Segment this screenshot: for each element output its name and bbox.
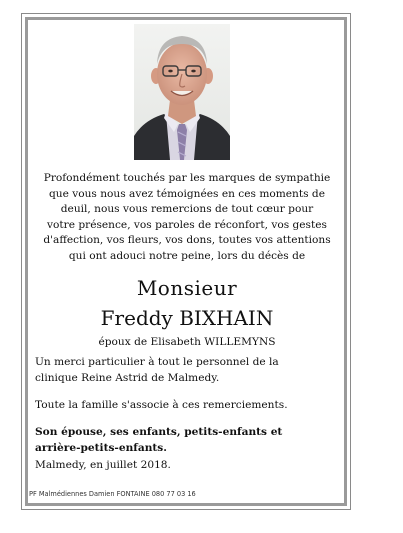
signature-block bbox=[35, 425, 282, 456]
intro-line: deuil, nous vous remercions de tout cœur pour bbox=[60, 203, 314, 215]
family-thanks-line: Toute la famille s'associe à ces remerciements. bbox=[35, 399, 288, 411]
intro-line: que vous nous avez témoignées en ces moments de bbox=[48, 187, 325, 200]
signature-line: Son épouse, ses enfants, petits-enfants et bbox=[35, 426, 283, 438]
intro-line: Profondément touchés par les marques de sympathie bbox=[43, 172, 331, 184]
funeral-home-footer: PF Malmédiennes Damien FONTAINE 080 77 03 16 bbox=[29, 490, 196, 498]
signature-line: arrière-petits-enfants. bbox=[35, 441, 167, 454]
staff-thanks-line: clinique Reine Astrid de Malmedy. bbox=[35, 371, 220, 384]
staff-thanks-paragraph bbox=[35, 355, 279, 386]
intro-line: qui ont adouci notre peine, lors du décès de bbox=[68, 249, 306, 262]
spouse-line: époux de Elisabeth WILLEMYNS bbox=[98, 336, 276, 348]
intro-line: votre présence, vos paroles de réconfort, vos gestes bbox=[47, 218, 327, 231]
portrait-photo bbox=[134, 24, 230, 160]
place-date: Malmedy, en juillet 2018. bbox=[35, 459, 171, 471]
staff-thanks-line: Un merci particulier à tout le personnel de la bbox=[35, 356, 279, 368]
honorific-title: Monsieur bbox=[136, 276, 238, 300]
intro-line: d'affection, vos fleurs, vos dons, toutes vos attentions bbox=[43, 234, 331, 246]
intro-paragraph bbox=[26, 171, 348, 264]
deceased-name: Freddy BIXHAIN bbox=[100, 306, 274, 330]
